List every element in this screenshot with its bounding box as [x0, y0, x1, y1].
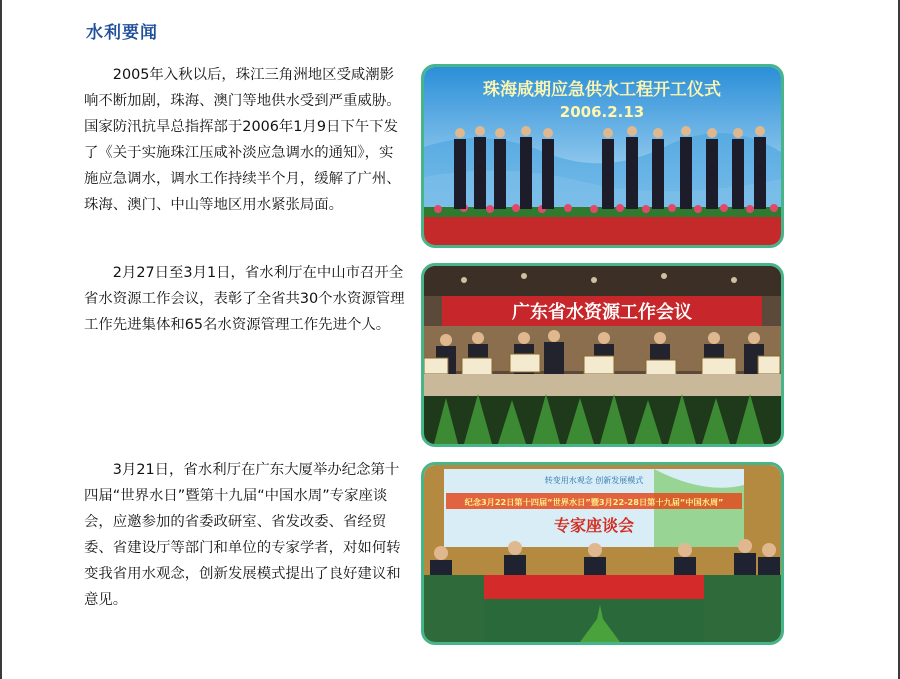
ceremony-banner-date: 2006.2.13	[559, 103, 645, 121]
ceremony-banner-title: 珠海咸期应急供水工程开工仪式	[483, 80, 721, 100]
meeting-banner-title: 广东省水资源工作会议	[512, 302, 692, 323]
section-heading: 水利要闻	[86, 23, 158, 43]
article-paragraph-2: 2月27日至3月1日，省水利厅在中山市召开全省水资源工作会议，表彰了全省共30个水资源管理工作先进集体和65名水资源管理工作先进个人。	[84, 265, 405, 333]
photo-water-resources-meeting	[421, 263, 784, 447]
article-paragraph-3: 3月21日，省水利厅在广东大厦举办纪念第十四届“世界水日”暨第十九届“中国水周”专家座谈会，应邀参加的省委政研室、省发改委、省经贸委、省建设厅等部门和单位的专家学者，对如何转变我省用水观念，创新发展模式提出了良好建议和意见。	[84, 462, 401, 608]
symposium-banner-top: 转变用水观念 创新发展模式	[544, 476, 644, 485]
symposium-banner-subtitle: 专家座谈会	[553, 516, 635, 535]
photo-ceremony	[421, 64, 784, 248]
left-page-rule	[0, 0, 2, 679]
symposium-banner-title: 纪念3月22日第十四届“世界水日”暨3月22-28日第十九届“中国水周”	[464, 497, 724, 507]
article-paragraph-1: 2005年入秋以后，珠江三角洲地区受咸潮影响不断加剧，珠海、澳门等地供水受到严重威胁。国家防汛抗旱总指挥部于2006年1月9日下午下发了《关于实施珠江压咸补淡应急调水的通知》，实施应急调水，调水工作持续半个月，缓解了广州、珠海、澳门、中山等地区用水紧张局面。	[84, 67, 401, 213]
photo-expert-symposium	[421, 462, 784, 645]
